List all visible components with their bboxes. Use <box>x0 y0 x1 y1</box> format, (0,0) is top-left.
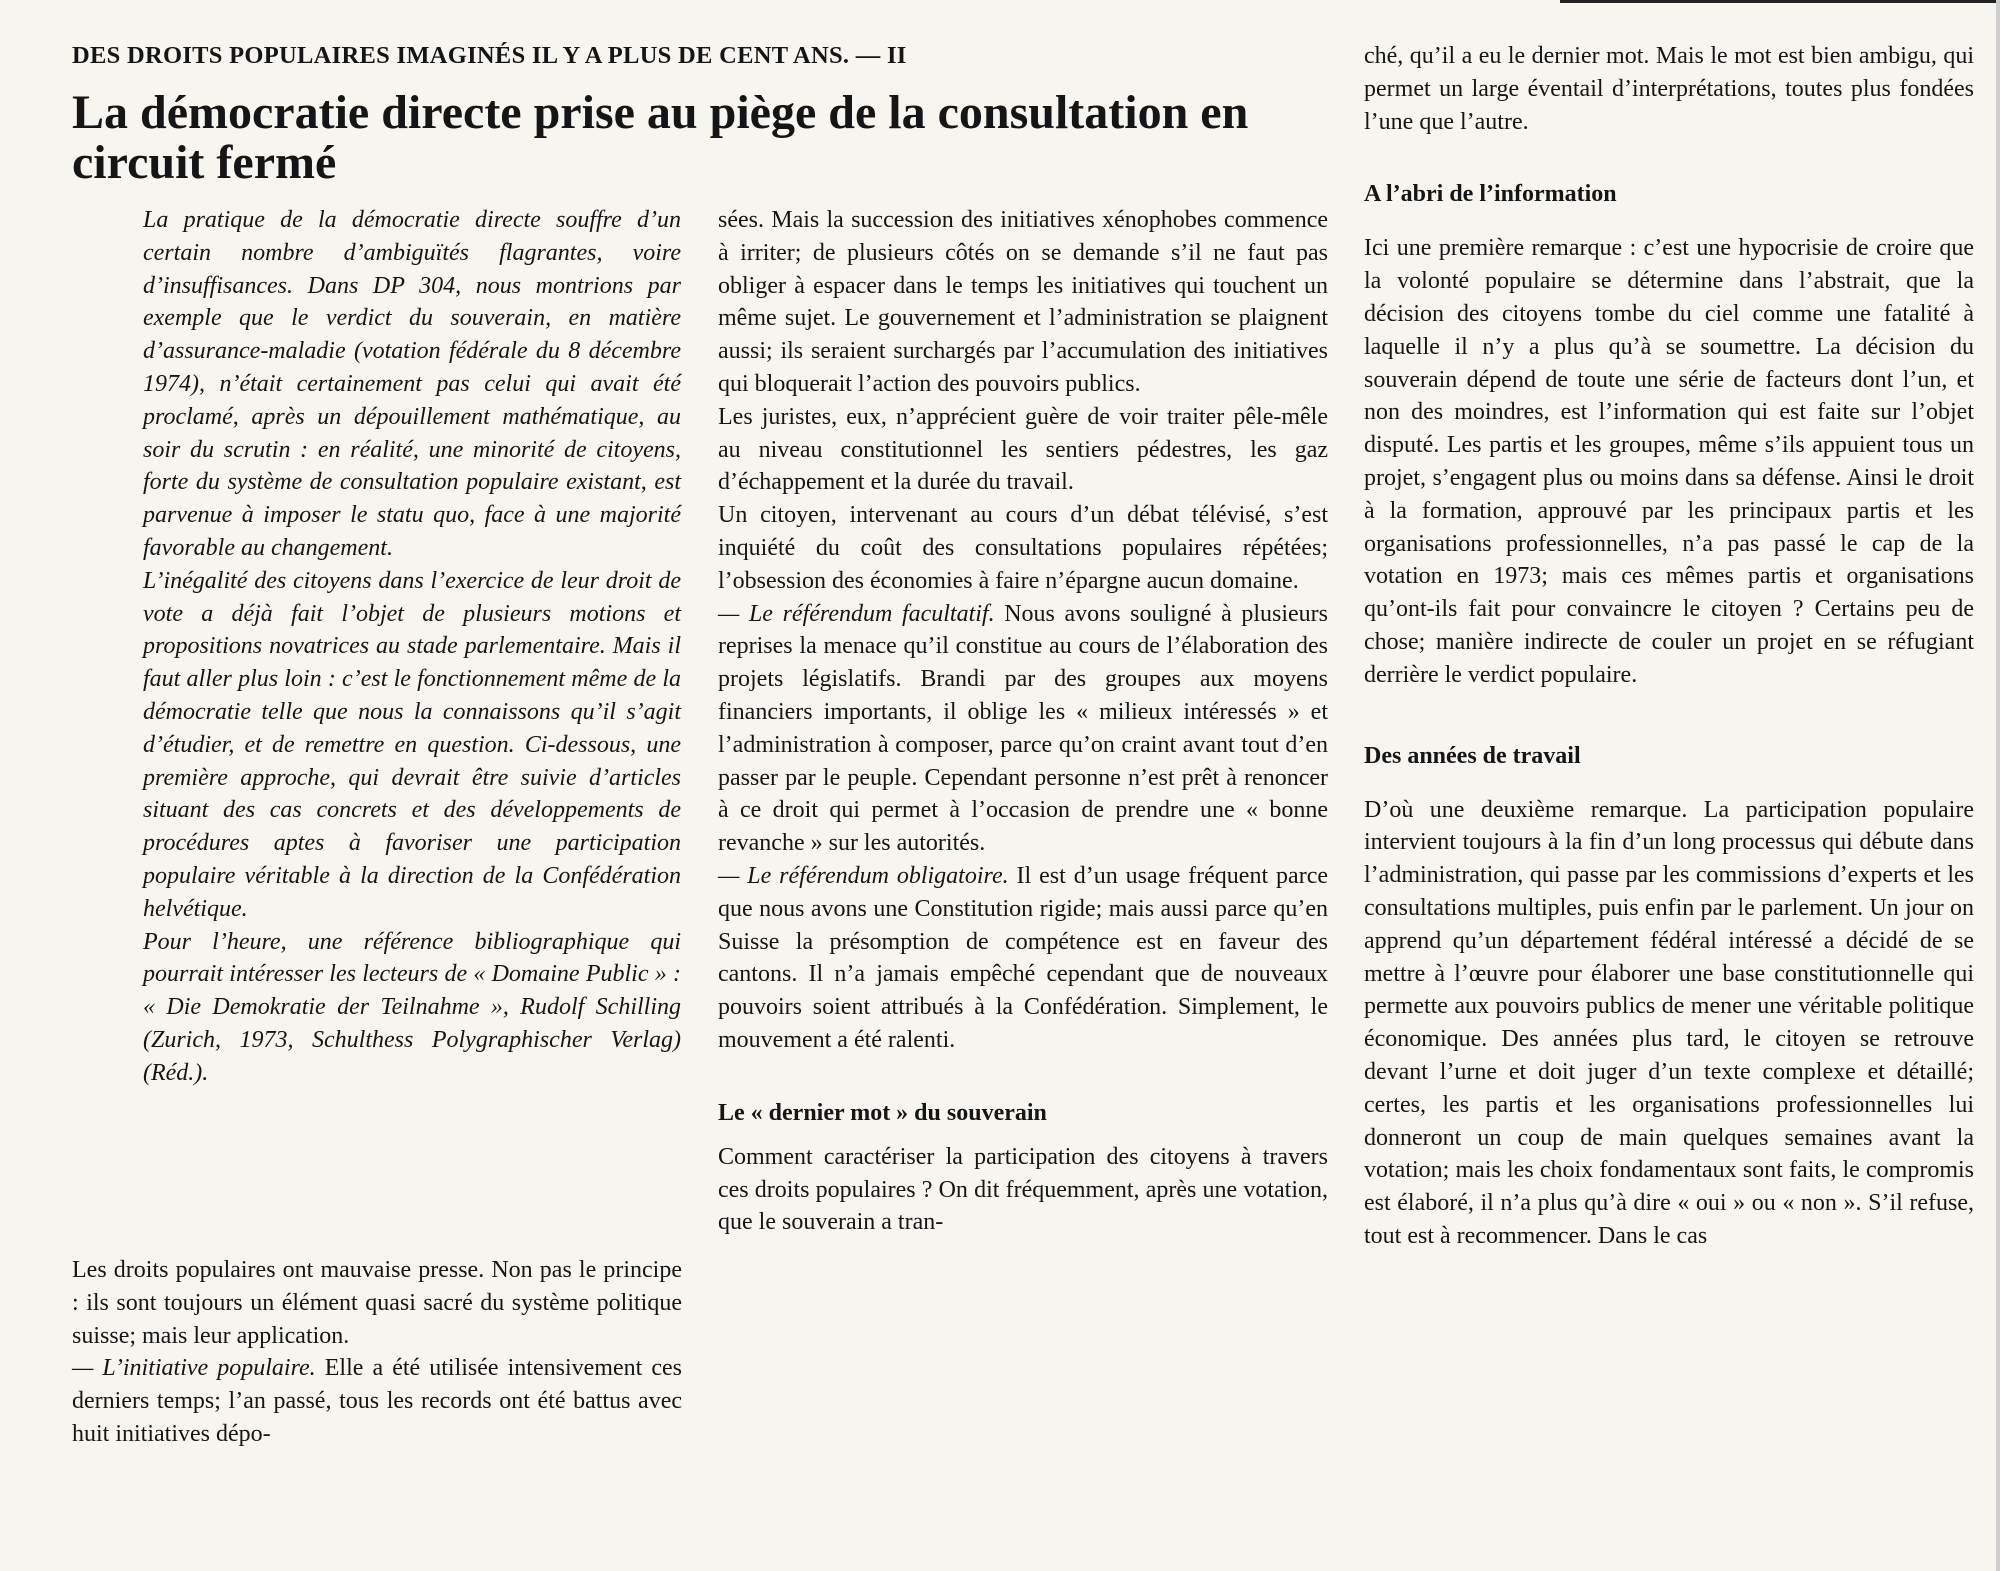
body-paragraph: Les droits populaires ont mauvaise presse. Non pas le principe : ils sont toujours un élément quasi sacré du système politique suisse; mais leur application. <box>72 1257 682 1349</box>
body-paragraph <box>718 860 1328 1057</box>
article-kicker: DES DROITS POPULAIRES IMAGINÉS IL Y A PLUS DE CENT ANS. — II <box>72 42 907 69</box>
page-edge-top <box>1560 0 2000 3</box>
paragraph-text: Il est d’un usage fréquent parce que nous avons une Constitution rigide; mais aussi parce qu’en Suisse la présomption de compétence est en faveur des cantons. Il n’a jamais empêché cependant que de nouveaux pouvoirs soient attribués à la Confédération. Simplement, le mouvement a été ralenti. <box>718 862 1328 1053</box>
paragraph-lead: — L’initiative populaire. <box>72 1355 316 1382</box>
spacer <box>1364 772 1974 794</box>
spacer <box>718 1057 1328 1097</box>
body-paragraph: Ici une première remarque : c’est une hypocrisie de croire que la volonté populaire se détermine dans l’abstrait, que la décision des citoyens tombe du ciel comme une fatalité à laquelle il n’y a plus qu’à se soumettre. La décision du souverain dépend de toute une série de facteurs dont l’un, et non des moindres, est l’information qui est faite sur l’objet disputé. Les partis et les groupes, même s’ils appuient tous un projet, s’engagent plus ou moins dans sa défense. Ainsi le droit à la formation, approuvé par les principaux partis et les organisations professionnelles, n’a pas passé le cap de la votation en 1973; mais ces mêmes partis et organisations qu’ont-ils fait pour convaincre le citoyen ? Certains peu de chose; manière indirecte de couler un projet en se réfugiant derrière le verdict populaire. <box>1364 235 1974 688</box>
page-edge-right <box>1996 0 2000 1571</box>
body-paragraph: sées. Mais la succession des initiatives xénophobes commence à irriter; de plusieurs côtés on se demande s’il ne faut pas obliger à espacer dans le temps les initiatives qui touchent un même sujet. Le gouvernement et l’administration se plaignent aussi; ils seraient surchargés par l’accumulation des initiatives qui bloquerait l’action des pouvoirs publics. <box>718 207 1328 397</box>
column-1 <box>72 1254 682 1451</box>
section-heading: A l’abri de l’information <box>1364 181 1617 208</box>
column-2 <box>718 204 1328 1239</box>
article-title: La démocratie directe prise au piège de la consultation en circuit fermé <box>72 86 1249 189</box>
spacer <box>1364 692 1974 740</box>
intro-paragraph: L’inégalité des citoyens dans l’exercice de leur droit de vote a déjà fait l’objet de plusieurs motions et propositions novatrices au stade parlementaire. Mais il faut aller plus loin : c’est le fonctionnement même de la démocratie telle que nous la connaissons qu’il s’agit d’étudier, et de remettre en question. Ci-dessous, une première approche, qui devrait être suivie d’articles situant des cas concrets et des développements de procédures aptes à favoriser une participation populaire véritable à la direction de la Confédération helvétique. <box>143 567 681 922</box>
section-heading: Le « dernier mot » du souverain <box>718 1099 1047 1126</box>
spacer <box>1364 210 1974 232</box>
body-paragraph <box>718 598 1328 860</box>
section-heading: Des années de travail <box>1364 742 1581 769</box>
body-paragraph: Les juristes, eux, n’apprécient guère de voir traiter pêle-mêle au niveau constitutionnel les sentiers pédestres, les gaz d’échappement et la durée du travail. <box>718 403 1328 496</box>
body-paragraph: ché, qu’il a eu le dernier mot. Mais le mot est bien ambigu, qui permet un large éventail d’interprétations, toutes plus fondées l’une que l’autre. <box>1364 43 1974 135</box>
intro-paragraph: Pour l’heure, une référence bibliographique qui pourrait intéresser les lecteurs de « Domaine Public » : « Die Demokratie der Teilnahme », Rudolf Schilling (Zurich, 1973, Schulthess Polygraphischer Verlag) (Réd.). <box>143 928 681 1086</box>
body-paragraph: D’où une deuxième remarque. La participation populaire intervient toujours à la fin d’un long processus qui débute dans l’administration, qui passe par les commissions d’experts et les consultations multiples, puis enfin par le parlement. Un jour on apprend qu’un département fédéral intéressé a décidé de se mettre à l’œuvre pour élaborer une base constitutionnelle qui permette aux pouvoirs publics de mener une véritable politique économique. Des années plus tard, le citoyen se retrouve devant l’urne et doit juger d’un texte complexe et détaillé; certes, les partis et les organisations professionnelles lui donneront un coup de main quelques semaines avant la votation; mais les choix fondamentaux sont faits, le compromis est élaboré, il n’a plus qu’à dire « oui » ou « non ». S’il refuse, tout est à recommencer. Dans le cas <box>1364 796 1974 1249</box>
paragraph-lead: — Le référendum facultatif. <box>718 600 995 627</box>
spacer <box>718 1129 1328 1141</box>
column-3 <box>1364 40 1974 1253</box>
intro-paragraph: La pratique de la démocratie directe souffre d’un certain nombre d’ambiguïtés flagrantes, voire d’insuffisances. Dans DP 304, nous montrions par exemple que le verdict du souverain, en matière d’assurance-maladie (votation fédérale du 8 décembre 1974), n’était certainement pas celui qui avait été proclamé, après un dépouillement mathématique, au soir du scrutin : en réalité, une minorité de citoyens, forte du système de consultation populaire existant, est parvenue à imposer le statu quo, face à une majorité favorable au changement. <box>143 207 681 561</box>
body-paragraph: Un citoyen, intervenant au cours d’un débat télévisé, s’est inquiété du coût des consultations populaires répétées; l’obsession des économies à faire n’épargne aucun domaine. <box>718 502 1328 594</box>
body-paragraph <box>72 1352 682 1450</box>
paragraph-text: Nous avons souligné à plusieurs reprises la menace qu’il constitue au cours de l’élaboration des projets législatifs. Brandi par des groupes aux moyens financiers importants, il oblige les « milieux intéressés » et l’administration à composer, parce qu’on craint avant tout d’en passer par le peuple. Cependant personne n’est prêt à renoncer à ce droit qui permet à l’occasion de prendre une « bonne revanche » sur les autorités. <box>718 600 1328 857</box>
paragraph-text: Elle a été utilisée intensivement ces derniers temps; l’an passé, tous les records ont été battus avec huit initiatives dépo- <box>72 1355 682 1447</box>
paragraph-lead: — Le référendum obligatoire. <box>718 862 1009 889</box>
body-paragraph: Comment caractériser la participation des citoyens à travers ces droits populaires ? On dit fréquemment, après une votation, que le souverain a tran- <box>718 1143 1328 1236</box>
article-intro <box>143 204 681 1090</box>
spacer <box>1364 138 1974 178</box>
